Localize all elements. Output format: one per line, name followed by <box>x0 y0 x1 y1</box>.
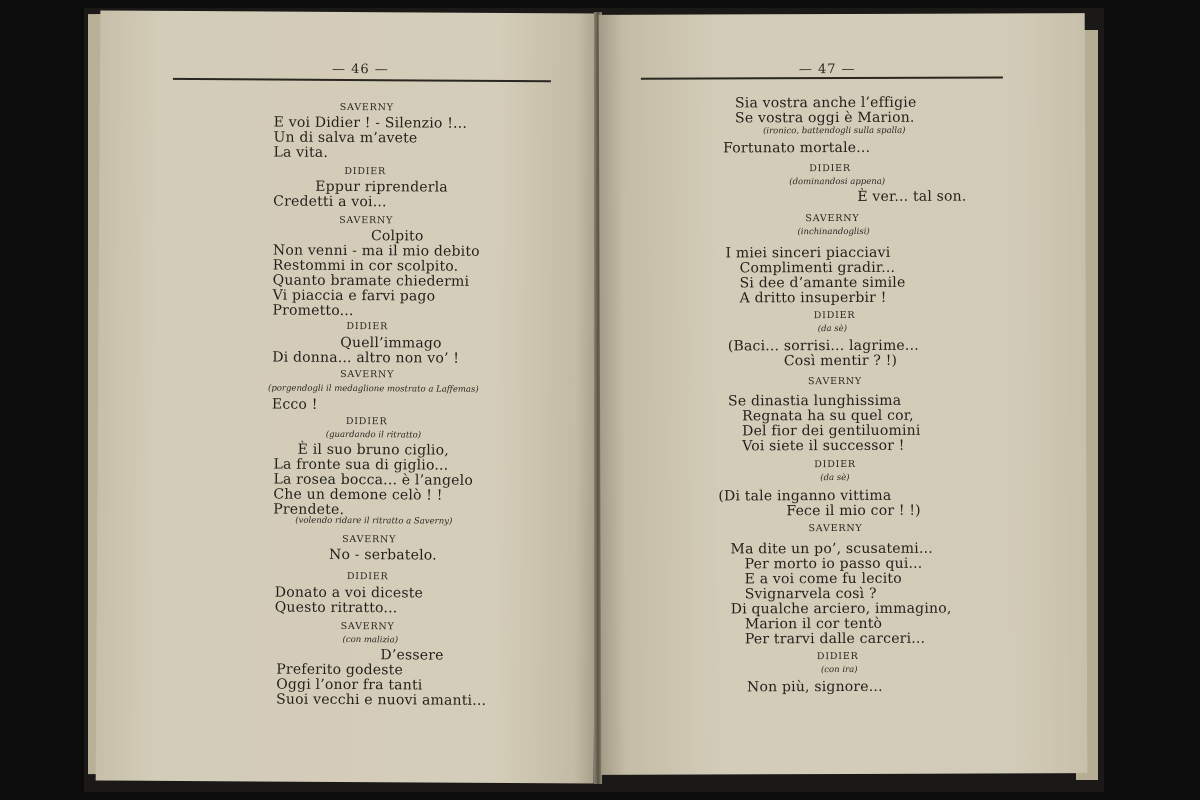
verse-line: Ecco ! <box>271 396 318 413</box>
verse-line: Fece il mio cor ! !) <box>786 502 921 520</box>
verse-line: Sia vostra anche l’effigie <box>734 94 917 112</box>
verse-line: Colpito <box>370 228 424 245</box>
verse-line: Regnata ha su quel cor, <box>742 407 914 425</box>
verse-line: Se dinastia lunghissima <box>727 392 902 410</box>
verse-line: Restommi in cor scolpito. <box>272 257 459 275</box>
verse-line: Che un demone celò ! ! <box>273 486 443 504</box>
speaker-name: SAVERNY <box>342 533 397 546</box>
verse-line: Complimenti gradir... <box>739 259 896 277</box>
stage-direction: (ironico, battendogli sulla spalla) <box>763 125 906 137</box>
verse-line: È il suo bruno ciglio, <box>297 441 449 459</box>
speaker-name: DIDIER <box>346 571 389 583</box>
verse-line: A dritto insuperbir ! <box>739 289 887 307</box>
verse-line: Credetti a voi... <box>273 193 387 211</box>
verse-line: Marion il cor tentò <box>744 615 883 633</box>
verse-line: (Di tale inganno vittima <box>718 487 892 505</box>
verse-line: Di donna... altro non vo’ ! <box>272 349 460 367</box>
speaker-name: SAVERNY <box>805 212 860 225</box>
page-number: — 46 — <box>331 61 389 78</box>
speaker-name: SAVERNY <box>339 214 394 227</box>
verse-line: Prendete. <box>273 501 345 518</box>
verse-line: Così mentir ? !) <box>783 352 898 370</box>
stage-direction: (inchinandoglisi) <box>797 226 870 238</box>
speaker-name: DIDIER <box>814 458 856 471</box>
left-page <box>96 10 599 783</box>
verse-line: Non più, signore... <box>746 678 883 696</box>
verse-line: Donato a voi diceste <box>274 584 424 602</box>
speaker-name: DIDIER <box>344 165 387 178</box>
stage-direction: (da sè) <box>817 323 848 335</box>
stage-direction: (con ira) <box>820 664 858 676</box>
verse-line: Di qualche arciero, immagino, <box>730 600 952 618</box>
speaker-name: SAVERNY <box>807 375 863 388</box>
verse-line: La rosea bocca... è l’angelo <box>273 471 474 489</box>
verse-line: È ver... tal son. <box>857 188 967 205</box>
speaker-name: DIDIER <box>813 309 856 322</box>
speaker-name: SAVERNY <box>340 620 395 633</box>
stage-direction: (guardando il ritratto) <box>325 429 422 441</box>
verse-line: Questo ritratto... <box>274 599 398 617</box>
verse-line: Eppur riprenderla <box>315 178 448 196</box>
verse-line: Vi piaccia e farvi pago <box>272 287 436 305</box>
verse-line: Ma dite un po’, scusatemi... <box>730 540 933 558</box>
header-rule <box>173 78 551 82</box>
verse-line: Fortunato mortale... <box>723 139 871 157</box>
speaker-name: SAVERNY <box>340 368 395 381</box>
right-page <box>599 13 1088 775</box>
verse-line: E voi Didier ! - Silenzio !... <box>273 114 468 132</box>
verse-line: Se vostra oggi è Marion. <box>735 109 915 127</box>
verse-line: La vita. <box>273 144 329 161</box>
speaker-name: SAVERNY <box>339 101 394 114</box>
verse-line: Per trarvi dalle carceri... <box>744 630 926 648</box>
verse-line: Quanto bramate chiedermi <box>272 272 470 290</box>
verse-line: (Baci... sorrisi... lagrime... <box>727 337 919 355</box>
verse-line: Oggi l’onor fra tanti <box>276 676 423 694</box>
page-number: — 47 — <box>798 61 856 78</box>
verse-line: Un di salva m’avete <box>273 129 418 147</box>
verse-line: Svignarvela così ? <box>744 585 877 603</box>
stage-direction: (dominandosi appena) <box>789 176 886 188</box>
verse-line: I miei sinceri piacciavi <box>725 244 891 262</box>
verse-line: Suoi vecchi e nuovi amanti... <box>276 691 487 709</box>
verse-line: D’essere <box>380 647 444 664</box>
verse-line: No - serbatelo. <box>328 546 437 564</box>
verse-line: E a voi come fu lecito <box>744 570 902 588</box>
verse-line: Del fior dei gentiluomini <box>742 422 921 440</box>
verse-line: La fronte sua di giglio... <box>273 456 449 474</box>
stage-direction: (porgendogli il medaglione mostrato a Laffemas) <box>268 383 479 395</box>
verse-line: Prometto... <box>272 302 354 320</box>
stage-direction: (volendo ridare il ritratto a Saverny) <box>295 515 453 527</box>
verse-line: Non venni - ma il mio debito <box>272 242 480 260</box>
stage-direction: (con malizia) <box>342 634 399 646</box>
verse-line: Si dee d’amante simile <box>739 274 906 292</box>
stage-direction: (da sè) <box>820 472 850 484</box>
speaker-name: DIDIER <box>346 320 389 333</box>
speaker-name: SAVERNY <box>808 522 863 535</box>
speaker-name: DIDIER <box>816 650 859 663</box>
verse-line: Preferito godeste <box>276 661 404 679</box>
verse-line: Voi siete il successor ! <box>742 437 905 455</box>
speaker-name: DIDIER <box>345 415 388 428</box>
verse-line: Quell’immago <box>340 334 442 352</box>
verse-line: Per morto io passo qui... <box>744 555 923 573</box>
speaker-name: DIDIER <box>809 162 851 175</box>
